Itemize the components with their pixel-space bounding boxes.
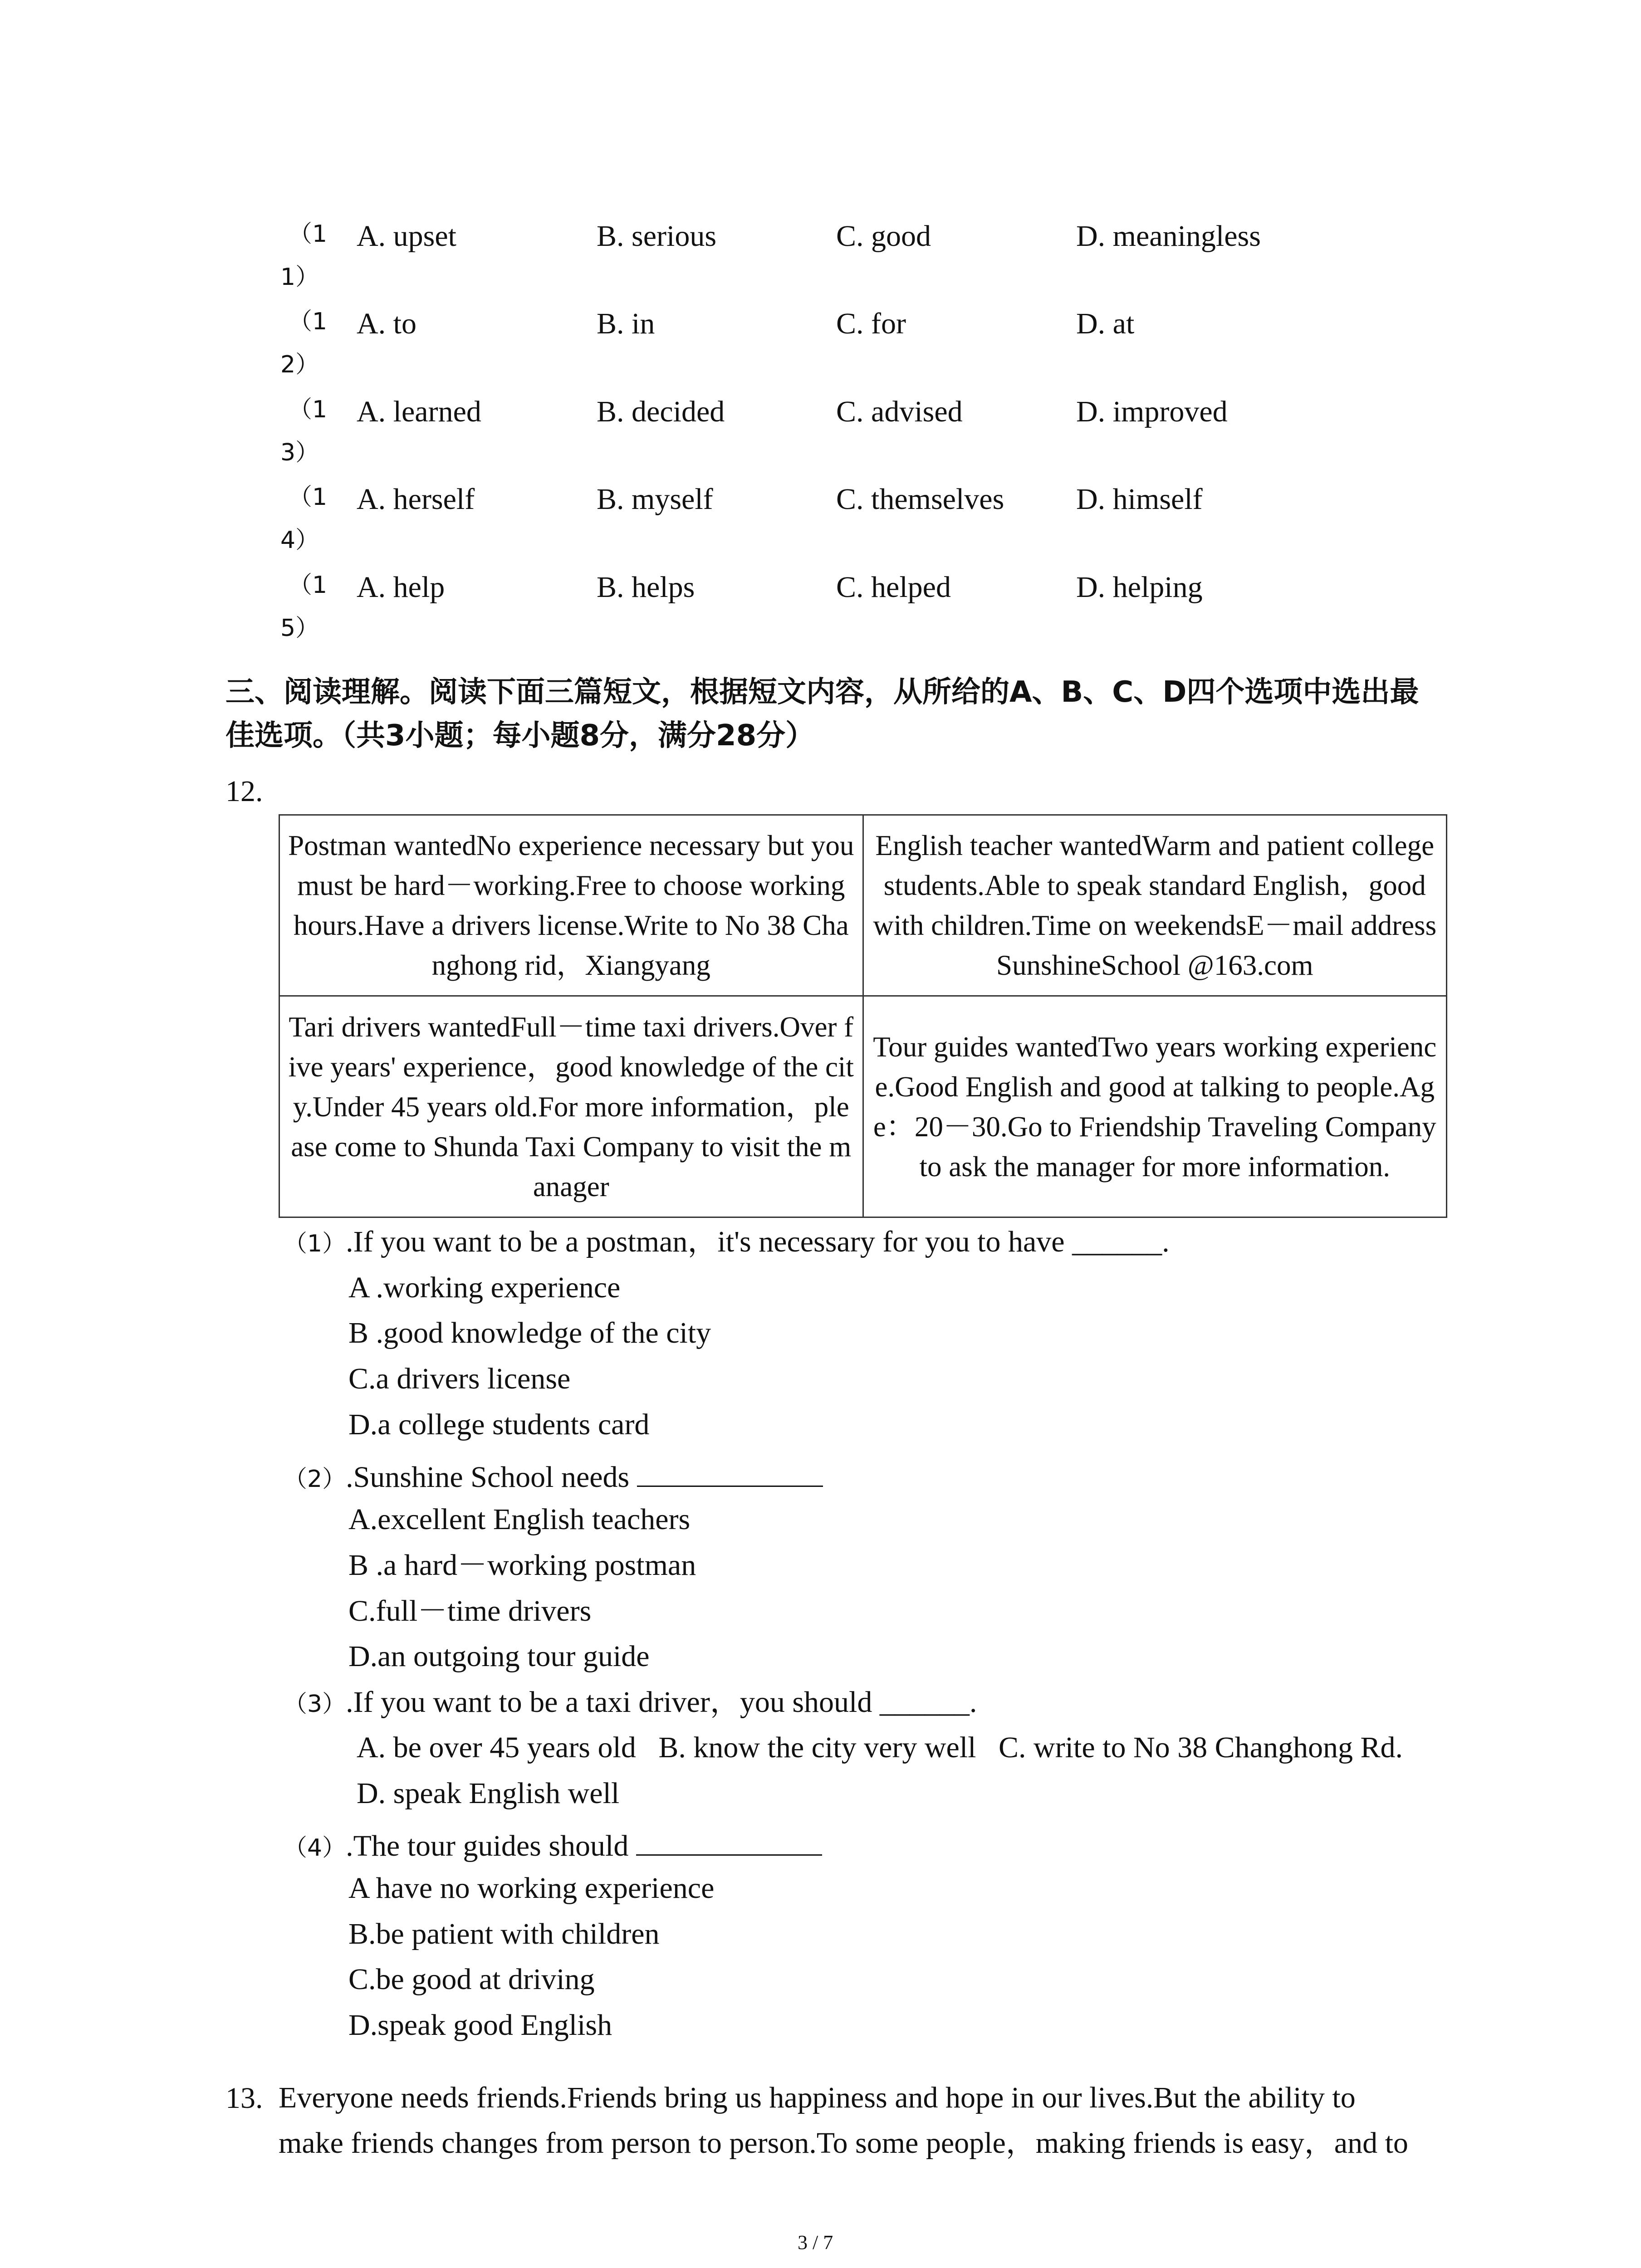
option-c: C.a drivers license bbox=[348, 1362, 571, 1395]
option-c: C. themselves bbox=[836, 483, 1004, 516]
subquestion-2 bbox=[284, 1459, 823, 1492]
option-c: C. good bbox=[836, 220, 931, 253]
option-b: B. myself bbox=[597, 483, 713, 516]
option-a: A. herself bbox=[357, 483, 475, 516]
subquestion-stem: .Sunshine School needs bbox=[346, 1461, 637, 1494]
table-cell-taxi-drivers: Tari drivers wantedFull－time taxi drivers.Over five years' experience，good knowledge of the city.Under 45 years old.For more information，please come to Shunda Taxi Company to visit the manager bbox=[279, 996, 863, 1217]
section-heading-line1: 三、阅读理解。阅读下面三篇短文，根据短文内容，从所给的A、B、C、D四个选项中选出最 bbox=[225, 675, 1419, 709]
subquestion-stem: .If you want to be a postman，it's necessary for you to have ______. bbox=[346, 1225, 1170, 1258]
option-d: D.an outgoing tour guide bbox=[348, 1640, 650, 1673]
option-a: A. to bbox=[357, 307, 416, 340]
section-heading-line2: 佳选项。（共3小题；每小题8分，满分28分） bbox=[225, 719, 815, 753]
question-number-bottom: 3） bbox=[280, 439, 319, 466]
option-c: C.full－time drivers bbox=[348, 1594, 592, 1628]
subquestion-number: （4） bbox=[284, 1834, 346, 1862]
option-c: C.be good at driving bbox=[348, 1963, 595, 1996]
subquestion-stem: .The tour guides should bbox=[346, 1829, 636, 1862]
passage-line: make friends changes from person to person.To some people，making friends is easy，and to bbox=[279, 2126, 1408, 2160]
subquestion-4 bbox=[284, 1828, 822, 1861]
question-number-top: （1 bbox=[289, 572, 328, 599]
question-number-top: （1 bbox=[289, 396, 328, 423]
option-b: B. helps bbox=[597, 571, 695, 604]
table-row bbox=[279, 815, 1447, 996]
option-d: D. speak English well bbox=[357, 1777, 620, 1810]
question-number-bottom: 2） bbox=[280, 351, 319, 378]
question-13-label: 13. bbox=[225, 2082, 263, 2115]
option-d: D.a college students card bbox=[348, 1408, 650, 1441]
question-number-top: （1 bbox=[289, 220, 328, 248]
section-heading bbox=[225, 670, 1419, 758]
answer-blank bbox=[636, 1828, 822, 1856]
table-cell-tour-guides: Tour guides wantedTwo years working experience.Good English and good at talking to people.Age：20－30.Go to Friendship Traveling Company to ask the manager for more information. bbox=[863, 996, 1447, 1217]
subquestion-number: （2） bbox=[284, 1466, 346, 1493]
option-d: D. meaningless bbox=[1076, 220, 1261, 253]
table-row bbox=[279, 996, 1447, 1217]
option-c: C. helped bbox=[836, 571, 951, 604]
option-b: B .good knowledge of the city bbox=[348, 1316, 711, 1349]
question-number-top: （1 bbox=[289, 484, 328, 511]
option-b: B. decided bbox=[597, 395, 725, 428]
option-b: B. serious bbox=[597, 220, 716, 253]
question-13-passage bbox=[279, 2075, 1435, 2166]
subquestion-number: （3） bbox=[284, 1691, 346, 1718]
option-a: A. learned bbox=[357, 395, 481, 428]
passage-line: Everyone needs friends.Friends bring us happiness and hope in our lives.But the ability to bbox=[279, 2081, 1356, 2114]
option-d: D. improved bbox=[1076, 395, 1228, 428]
page-number: 3 / 7 bbox=[798, 2231, 833, 2253]
question-number-bottom: 1） bbox=[280, 264, 319, 291]
subquestion-1 bbox=[284, 1227, 1170, 1257]
question-12-label: 12. bbox=[225, 775, 263, 808]
option-b: B .a hard－working postman bbox=[348, 1549, 696, 1582]
table-cell-postman: Postman wantedNo experience necessary but you must be hard－working.Free to choose working hours.Have a drivers license.Write to No 38 Changhong rid，Xiangyang bbox=[279, 815, 863, 996]
option-a: A. upset bbox=[357, 220, 456, 253]
option-a: A.excellent English teachers bbox=[348, 1503, 691, 1536]
option-a: A have no working experience bbox=[348, 1872, 715, 1905]
option-d: D. himself bbox=[1076, 483, 1203, 516]
option-b: B.be patient with children bbox=[348, 1917, 660, 1950]
subquestion-3 bbox=[284, 1687, 977, 1717]
options-line: A. be over 45 years old B. know the city very well C. write to No 38 Changhong Rd. bbox=[357, 1731, 1403, 1764]
option-d: D. helping bbox=[1076, 571, 1203, 604]
option-d: D. at bbox=[1076, 307, 1135, 340]
answer-blank bbox=[637, 1459, 823, 1487]
option-a: A. help bbox=[357, 571, 445, 604]
option-c: C. advised bbox=[836, 395, 963, 428]
question-number-bottom: 5） bbox=[280, 615, 319, 642]
subquestion-number: （1） bbox=[284, 1230, 346, 1257]
table-cell-english-teacher: English teacher wantedWarm and patient college students.Able to speak standard English，good with children.Time on weekendsE－mail address SunshineSchool @163.com bbox=[863, 815, 1447, 996]
option-c: C. for bbox=[836, 307, 906, 340]
question-number-top: （1 bbox=[289, 308, 328, 335]
job-ads-table bbox=[279, 814, 1447, 1218]
subquestion-stem: .If you want to be a taxi driver，you should ______. bbox=[346, 1686, 977, 1719]
question-number-bottom: 4） bbox=[280, 527, 319, 554]
option-a: A .working experience bbox=[348, 1271, 621, 1304]
option-b: B. in bbox=[597, 307, 655, 340]
option-d: D.speak good English bbox=[348, 2009, 612, 2042]
